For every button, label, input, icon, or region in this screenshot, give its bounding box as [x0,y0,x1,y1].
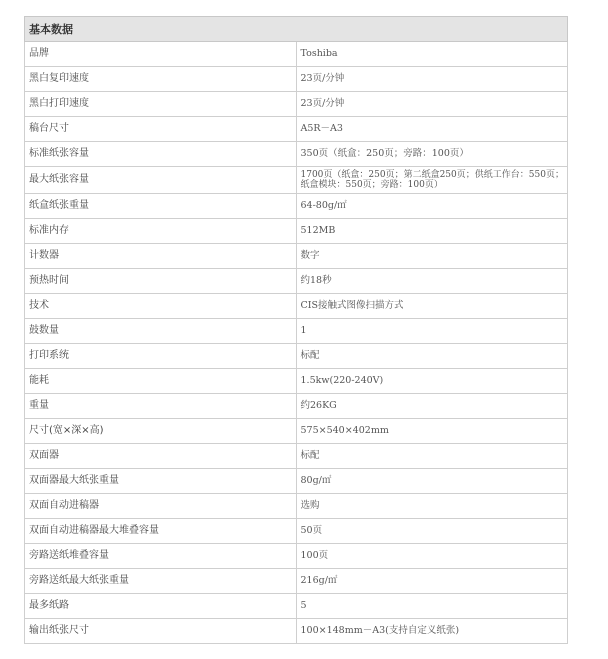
table-row [25,569,568,594]
table-row [25,194,568,219]
row-value: 标配 [296,344,568,369]
table-row [25,117,568,142]
row-label: 旁路送纸堆叠容量 [25,544,297,569]
table-row [25,269,568,294]
table-row [25,244,568,269]
table-row [25,469,568,494]
row-value: 约18秒 [296,269,568,294]
row-label: 标准内存 [25,219,297,244]
table-row [25,42,568,67]
row-value: A5R－A3 [296,117,568,142]
row-label: 双面自动进稿器最大堆叠容量 [25,519,297,544]
row-label: 尺寸(宽×深×高) [25,419,297,444]
row-label: 黑白复印速度 [25,67,297,92]
row-label: 黑白打印速度 [25,92,297,117]
row-value: 512MB [296,219,568,244]
row-label: 最大纸张容量 [25,167,297,194]
row-label: 预热时间 [25,269,297,294]
table-row [25,544,568,569]
table-row [25,219,568,244]
table-row [25,167,568,194]
row-label: 输出纸张尺寸 [25,619,297,644]
row-label: 技术 [25,294,297,319]
row-value: 216g/㎡ [296,569,568,594]
table-row [25,67,568,92]
row-value: 50页 [296,519,568,544]
table-row [25,344,568,369]
row-value: 5 [296,594,568,619]
row-label: 品牌 [25,42,297,67]
row-label: 计数器 [25,244,297,269]
row-label: 稿台尺寸 [25,117,297,142]
table-row [25,369,568,394]
table-row [25,92,568,117]
row-value: 23页/分钟 [296,67,568,92]
row-value: 100×148mm－A3(支持自定义纸张) [296,619,568,644]
table-row [25,519,568,544]
row-value: CIS接触式图像扫描方式 [296,294,568,319]
row-label: 打印系统 [25,344,297,369]
row-value: 64-80g/㎡ [296,194,568,219]
table-row [25,294,568,319]
row-value: 23页/分钟 [296,92,568,117]
row-value: 数字 [296,244,568,269]
table-row [25,444,568,469]
spec-table [24,16,568,644]
row-value: 80g/㎡ [296,469,568,494]
row-value: 1700页（纸盒：250页；第二纸盒250页；供纸工作台：550页；纸盒模块：550页；旁路：100页） [296,167,568,194]
row-label: 双面器最大纸张重量 [25,469,297,494]
table-row [25,594,568,619]
row-value: 1 [296,319,568,344]
row-value: Toshiba [296,42,568,67]
row-value: 选购 [296,494,568,519]
spec-table-header-row [25,17,568,42]
row-label: 双面自动进稿器 [25,494,297,519]
table-row [25,394,568,419]
row-label: 纸盒纸张重量 [25,194,297,219]
row-value: 约26KG [296,394,568,419]
row-label: 旁路送纸最大纸张重量 [25,569,297,594]
table-row [25,619,568,644]
row-label: 标准纸张容量 [25,142,297,167]
row-label: 双面器 [25,444,297,469]
spec-table-header: 基本数据 [25,17,568,42]
row-value: 1.5kw(220-240V) [296,369,568,394]
table-row [25,319,568,344]
row-value: 标配 [296,444,568,469]
row-label: 鼓数量 [25,319,297,344]
row-label: 能耗 [25,369,297,394]
row-label: 重量 [25,394,297,419]
row-value: 575×540×402mm [296,419,568,444]
row-value: 350页（纸盒：250页；旁路：100页） [296,142,568,167]
row-value: 100页 [296,544,568,569]
spec-table-body [25,42,568,644]
table-row [25,142,568,167]
row-label: 最多纸路 [25,594,297,619]
table-row [25,419,568,444]
table-row [25,494,568,519]
